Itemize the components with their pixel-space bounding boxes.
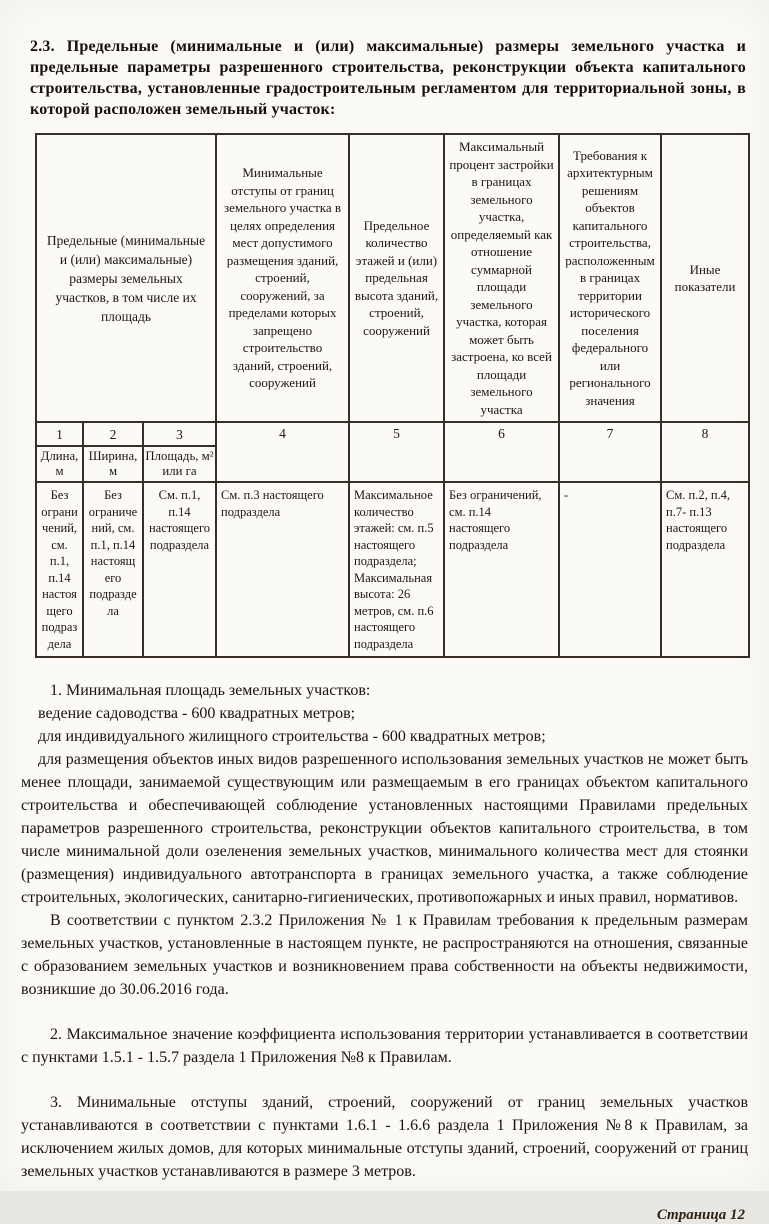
sub-header-area: Площадь, м² или га	[143, 446, 216, 482]
column-number-5: 5	[349, 422, 444, 482]
column-number-row	[36, 422, 749, 446]
paragraph-individual-housing: для индивидуального жилищного строительства - 600 квадратных метров;	[38, 728, 546, 745]
column-number-8: 8	[661, 422, 749, 482]
data-row	[36, 482, 749, 657]
header-floors-height: Предельное количество этажей и (или) предельная высота зданий, строений, сооружений	[349, 134, 444, 422]
cell-area-value: См. п.1, п.14 настоящего подраздела	[143, 482, 216, 657]
column-number-7: 7	[559, 422, 661, 482]
cell-coverage-value: Без ограничений, см. п.14 настоящего подраздела	[444, 482, 559, 657]
cell-length-value: Без ограничений, см. п.1, п.14 настоящего подраздела	[36, 482, 83, 657]
page-number-label: Страница 12	[656, 1207, 745, 1223]
header-other-indicators: Иные показатели	[661, 134, 749, 422]
paragraph-gardening: ведение садоводства - 600 квадратных метров;	[38, 705, 356, 722]
sub-header-width: Ширина, м	[83, 446, 143, 482]
column-number-1: 1	[36, 422, 83, 446]
cell-width-value: Без ограничений, см. п.1, п.14 настоящего подраздела	[83, 482, 143, 657]
cell-setbacks-value: См. п.3 настоящего подраздела	[216, 482, 349, 657]
section-heading: 2.3. Предельные (минимальные и (или) максимальные) размеры земельного участка и предельные параметры разрешенного строительства, реконструкции объекта капитального строительства, установленные градостроительным регламентом для территориальной зоны, в которой расположен земельный участок:	[30, 38, 746, 118]
paragraph-max-coefficient: 2. Максимальное значение коэффициента использования территории устанавливается в соответствии с пунктами 1.5.1 - 1.5.7 раздела 1 Приложения №8 к Правилам.	[21, 1026, 748, 1066]
header-architectural-requirements: Требования к архитектурным решениям объектов капитального строительства, расположенным в границах территории исторического поселения федерального или регионального значения	[559, 134, 661, 422]
column-number-2: 2	[83, 422, 143, 446]
paragraph-clause-232: В соответствии с пунктом 2.3.2 Приложения № 1 к Правилам требования к предельным размерам земельных участков, установленные в настоящем пункте, не распространяются на отношения, связанные с образованием земельных участков и возникновением права собственности на объекты недвижимости, возникшие до 30.06.2016 года.	[21, 912, 748, 998]
header-max-coverage: Максимальный процент застройки в границах земельного участка, определяемый как отношение суммарной площади земельного участка, которая может быть застроена, ко всей площади земельного участка	[444, 134, 559, 422]
paragraph-min-area-intro: 1. Минимальная площадь земельных участков:	[50, 682, 371, 699]
cell-other-value: См. п.2, п.4, п.7- п.13 настоящего подраздела	[661, 482, 749, 657]
cell-floors-value: Максимальное количество этажей: см. п.5 настоящего подраздела; Максимальная высота: 26 метров, см. п.6 настоящего подраздела	[349, 482, 444, 657]
body-text-block	[21, 679, 748, 1183]
paragraph-min-setbacks: 3. Минимальные отступы зданий, строений, сооружений от границ земельных участков устанавливаются в соответствии с пунктами 1.6.1 - 1.6.6 раздела 1 Приложения №8 к Правилам, за исключением жилых домов, для которых минимальные отступы зданий, строений, сооружений от границ земельных участков устанавливаются в размере 3 метров.	[21, 1094, 748, 1180]
land-parameters-table	[35, 133, 750, 658]
sub-header-length: Длина, м	[36, 446, 83, 482]
paragraph-other-uses: для размещения объектов иных видов разрешенного использования земельных участков не может быть менее площади, занимаемой существующим или размещаемым в его границах объектом капитального строительства и обеспечивающей соблюдение установленных настоящими Правилами предельных параметров разрешенного строительства, реконструкции объектов капитального строительства, в том числе минимальной доли озеленения земельных участков, минимального количества мест для стоянки (размещения) индивидуального автотранспорта в границах земельного участка, а также соблюдение строительных, экологических, санитарно-гигиенических, противопожарных и иных правил, нормативов.	[21, 751, 748, 906]
header-min-setbacks: Минимальные отступы от границ земельного участка в целях определения мест допустимого размещения зданий, строений, сооружений, за пределами которых запрещено строительство зданий, строений, сооружений	[216, 134, 349, 422]
column-number-3: 3	[143, 422, 216, 446]
column-number-6: 6	[444, 422, 559, 482]
header-row	[36, 134, 749, 422]
group-header-plot-sizes: Предельные (минимальные и (или) максимальные) размеры земельных участков, в том числе их площадь	[36, 134, 216, 422]
column-number-4: 4	[216, 422, 349, 482]
cell-architectural-value: -	[559, 482, 661, 657]
